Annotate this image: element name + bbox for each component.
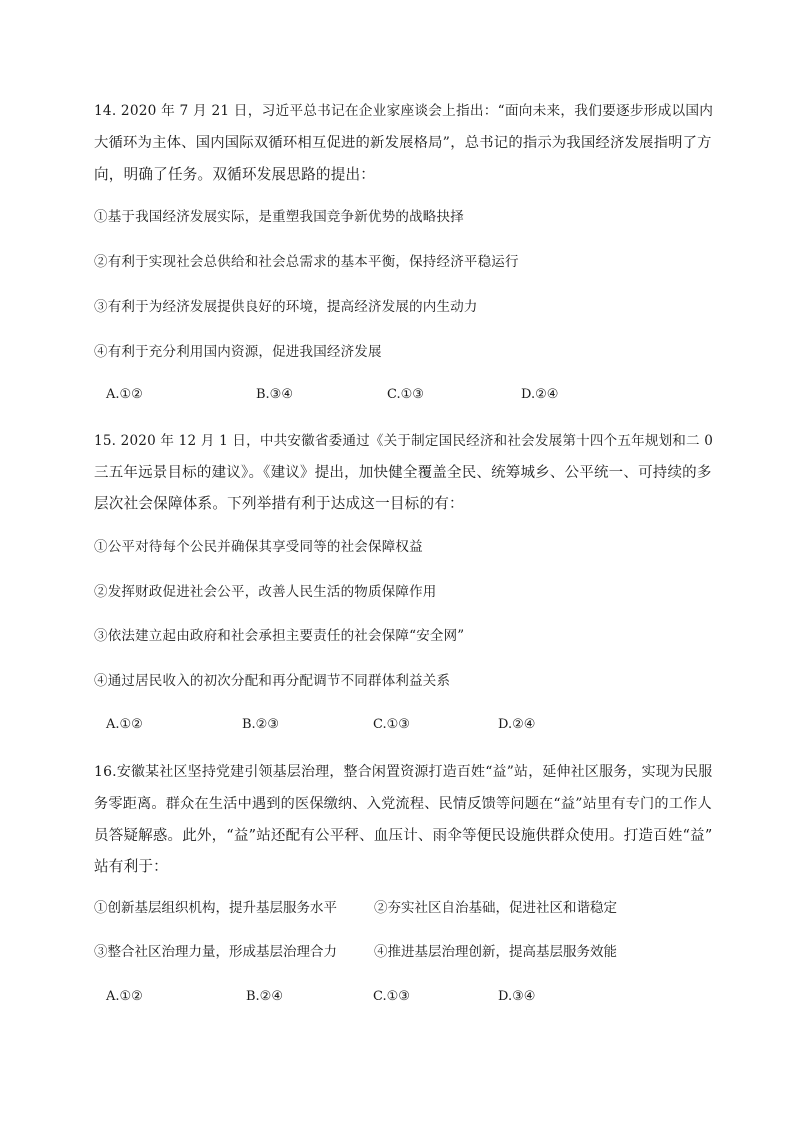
q16-option-4: ④推进基层治理创新，提高基层服务效能 xyxy=(374,944,617,960)
q16-option-1: ①创新基层组织机构，提升基层服务水平 xyxy=(94,900,337,916)
q15-option-3: ③依法建立起由政府和社会承担主要责任的社会保障“安全网” xyxy=(94,628,465,644)
q14-choice-b: B.③④ xyxy=(256,387,293,402)
q14-stem-line-3: 向，明确了任务。双循环发展思路的提出： xyxy=(94,166,376,183)
q16-stem-line-4: 站有利于： xyxy=(94,858,168,875)
q16-option-3: ③整合社区治理力量，形成基层治理合力 xyxy=(94,944,337,960)
q15-choice-c: C.①③ xyxy=(373,717,410,732)
q14-stem-line-1: 14. 2020 年 7 月 21 日，习近平总书记在企业家座谈会上指出：“面向未来，我们要逐步形成以国内 xyxy=(94,103,714,119)
q16-stem-line-2: 务零距离。群众在生活中遇到的医保缴纳、入党流程、民情反馈等问题在“益”站里有专门的工作人 xyxy=(94,796,712,812)
q15-choice-a: A.①② xyxy=(106,717,143,732)
q14-stem-line-2: 大循环为主体、国内国际双循环相互促进的新发展格局”，总书记的指示为我国经济发展指明了方 xyxy=(94,135,712,151)
q15-choice-b: B.②③ xyxy=(242,717,279,732)
q15-stem-line-1: 15. 2020 年 12 月 1 日，中共安徽省委通过《关于制定国民经济和社会发展第十四个五年规划和二 0 xyxy=(94,433,714,449)
q15-choice-d: D.②④ xyxy=(498,717,536,732)
q14-choice-c: C.①③ xyxy=(387,387,424,402)
q14-option-1: ①基于我国经济发展实际，是重塑我国竞争新优势的战略抉择 xyxy=(94,209,464,225)
q16-choice-a: A.①② xyxy=(106,989,143,1004)
q15-option-2: ②发挥财政促进社会公平，改善人民生活的物质保障作用 xyxy=(94,584,437,600)
q14-option-2: ②有利于实现社会总供给和社会总需求的基本平衡，保持经济平稳运行 xyxy=(94,254,519,270)
q15-stem-line-2: 三五年远景目标的建议》。《建议》提出，加快健全覆盖全民、统筹城乡、公平统一、可持续的多 xyxy=(94,465,712,481)
q15-stem-line-3: 层次社会保障体系。下列举措有利于达成这一目标的有： xyxy=(94,495,464,512)
q16-option-2: ②夯实社区自治基础，促进社区和谐稳定 xyxy=(374,900,617,916)
q16-choice-d: D.③④ xyxy=(498,989,536,1004)
q15-option-4: ④通过居民收入的初次分配和再分配调节不同群体利益关系 xyxy=(94,673,451,689)
q15-option-1: ①公平对待每个公民并确保其享受同等的社会保障权益 xyxy=(94,539,423,555)
q16-choice-c: C.①③ xyxy=(373,989,410,1004)
q16-choice-b: B.②④ xyxy=(246,989,283,1004)
q14-option-3: ③有利于为经济发展提供良好的环境，提高经济发展的内生动力 xyxy=(94,299,478,315)
q14-choice-d: D.②④ xyxy=(521,387,559,402)
q16-stem-line-3: 员答疑解惑。此外，“益”站还配有公平秤、血压计、雨伞等便民设施供群众使用。打造百姓“益” xyxy=(94,828,713,844)
q14-choice-a: A.①② xyxy=(106,387,143,402)
q16-stem-line-1: 16.安徽某社区坚持党建引领基层治理，整合闲置资源打造百姓“益”站，延伸社区服务，实现为民服 xyxy=(94,764,713,780)
q14-option-4: ④有利于充分利用国内资源，促进我国经济发展 xyxy=(94,344,382,360)
